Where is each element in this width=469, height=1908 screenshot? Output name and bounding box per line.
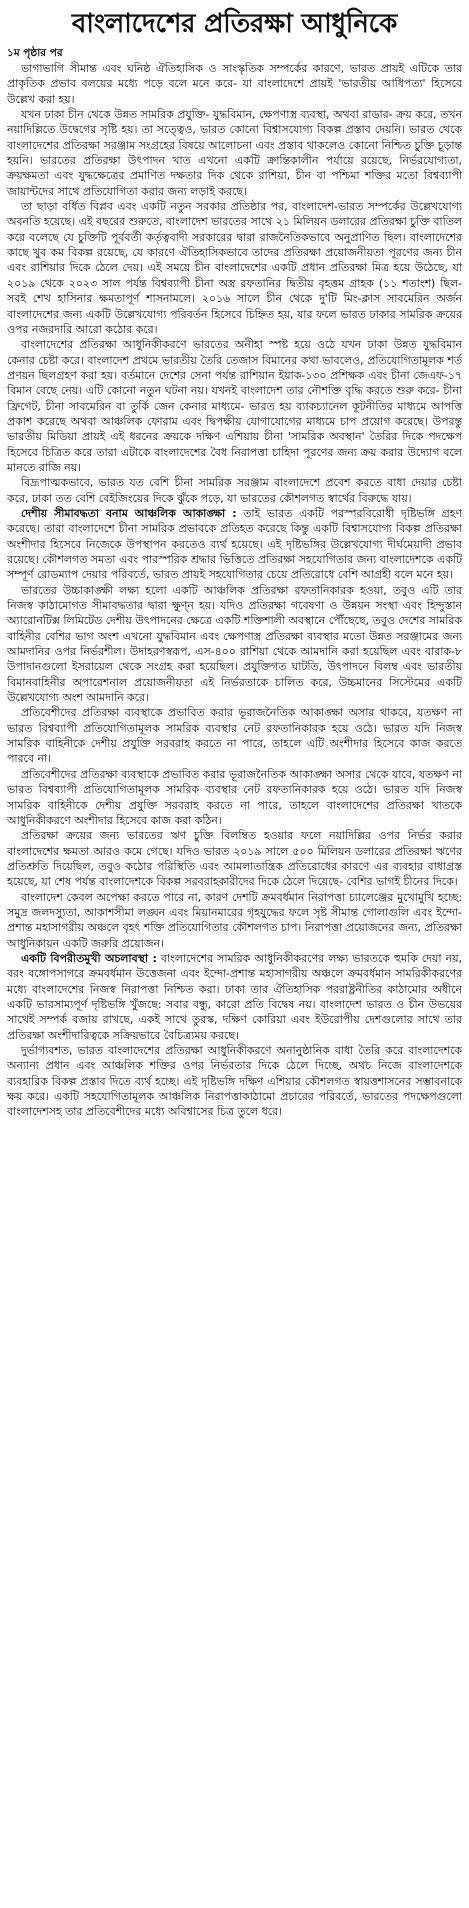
paragraph-text: ভারতের উচ্চাকাঙ্ক্ষী লক্ষ্য হলো একটি আঞ্চলিক প্রতিরক্ষা রফতানিকারক হওয়া, তবুও এটি তার নিজস্ব কাঠামোগত সীমাবদ্ধতার দ্বারা ক্ষুণ্ন হয়। যদিও প্রতিরক্ষা গবেষণা ও উন্নয়ন সংস্থা এবং হিন্দুস্তান অ্যারোনটিক্স লিমিটেড দেশীয় উৎপাদনের ক্ষেত্রে একটি শক্তিশালী অবস্থানে পৌঁছেছে, তবুও দেশের সামরিক বাহিনীর বেশির ভাগ অংশ এখনো যুদ্ধবিমান এবং ক্ষেপণাস্ত্র প্রতিরক্ষা ব্যবস্থার মতো উন্নত সরঞ্জামের জন্য আমদানির ওপর নির্ভরশীল। উদাহরণস্বরূপ, এস-৪০০ রাশিয়া থেকে আমদানি করা হয়েছিল এবং বারাক-৮ উপাদানগুলো ইসরায়েল থেকে সংগ্রহ করা হয়েছিল। প্রযুক্তিগত ঘাটতি, উৎপাদনে বিলম্ব এবং ভারতীয় বিমানবাহিনীর অপারেশনাল প্রয়োজনীয়তা এই নির্ভরতাকে চালিত করে, উচ্চমানের সিস্টেমের একটি উল্লেখযোগ্য অংশ আমদানি করে। bbox=[7, 583, 462, 705]
paragraph bbox=[7, 890, 462, 951]
paragraph bbox=[7, 951, 462, 1043]
paragraph bbox=[7, 475, 462, 506]
paragraph-text: তাই ভারত একটি পরস্পরবিরোধী দৃষ্টিভঙ্গি গ্রহণ করেছে। তারা বাংলাদেশে চীনা সামরিক প্রভাবকে প্রতিহত করেছে কিন্তু একটি বিশ্বাসযোগ্য বিকল্প প্রতিরক্ষা অংশীদার হিসেবে নিজেকে উপস্থাপন করতেও ব্যর্থ হয়েছে। এই দৃষ্টিভঙ্গির উল্লেখযোগ্য দীর্ঘমেয়াদী প্রভাব রয়েছে। কৌশলগত সমতা এবং পারস্পরিক শ্রদ্ধার ভিত্তিতে প্রতিরক্ষা সহযোগিতার জন্য বাংলাদেশকে একটি সম্পূর্ণ রোডম্যাপ দেয়ার পরিবর্তে, ভারত প্রায়ই সহযোগিতার চেয়ে প্রতিরোধে বেশি আগ্রহী বলে মনে হয়। bbox=[7, 506, 462, 582]
paragraph-text: বাংলাদেশের সামরিক আধুনিকীকরণের লক্ষ্য ভারতকে হুমকি দেয়া নয়, বরং বঙ্গোপসাগরে ক্রমবর্ধমান উত্তেজনা এবং ইন্দো-প্রশান্ত মহাসাগরীয় অঞ্চলে ক্রমবর্ধমান সামরিকীকরণের মধ্যে বাংলাদেশের নিজস্ব নিরাপত্তা নিশ্চিত করা। ঢাকা তার ঐতিহাসিক পররাষ্ট্রনীতির কাঠামোর অধীনে একটি ভারসাম্যপূর্ণ দৃষ্টিভঙ্গি খুঁজছে: সবার বন্ধু, কারো প্রতি বিদ্বেষ নয়। বাংলাদেশ ভারত ও চীন উভয়ের সাথেই সম্পর্ক বজায় রাখছে, একই সাথে তুরস্ক, দক্ষিণ কোরিয়া এবং ইউরোপীয় দেশগুলোর সাথে তার প্রতিরক্ষা অংশীদারিত্বকে সক্রিয়ভাবে বৈচিত্র্যময় করছে। bbox=[7, 951, 462, 1042]
paragraph-text: দুর্ভাগ্যবশত, ভারত বাংলাদেশের প্রতিরক্ষা আধুনিকীকরণে অনানুষ্ঠানিক বাধা তৈরি করে বাংলাদেশকে অন্যান্য প্রধান এবং আঞ্চলিক শক্তির ওপর নির্ভরতার দিকে ঠেলে দিচ্ছে, অথচ নিজে বাংলাদেশকে ব্যবহারিক বিকল্প প্রস্তাব দিতে ব্যর্থ হচ্ছে। এই দৃষ্টিভঙ্গি দক্ষিণ এশিয়ার কৌশলগত স্বায়ত্তশাসনের সম্ভাবনাকে ক্ষয় করে। একটি সহযোগিতামূলক আঞ্চলিক নিরাপত্তাকাঠামো প্রচারের পরিবর্তে, ভারতের পদক্ষেপগুলো বাংলাদেশসহ তার প্রতিবেশীদের মধ্যে অবিশ্বাসের চিত্র তুলে ধরে। bbox=[7, 1044, 462, 1119]
paragraph-text: প্রতিরক্ষা ক্রয়ের জন্য ভারতের ঋণ চুক্তি বিলম্বিত হওয়ার ফলে নয়াদিল্লির ওপর নির্ভর করার বাংলাদেশের ক্ষমতা আরও কমে গেছে। যদিও ভারত ২০১৯ সালে ৫০০ মিলিয়ন ডলারের প্রতিরক্ষা ঋণের প্রতিশ্রুতি দিয়েছিল, তবুও কঠোর পরিস্থিতি এবং আমলাতান্ত্রিক প্রতিরোধের কারণে এর ব্যবহার বাধাগ্রস্ত হয়েছে, যা শেষ পর্যন্ত বাংলাদেশকে বিকল্প সরবরাহকারীদের দিকে ঠেলে দিয়েছে- বেশির ভাগই চীনের দিকে। bbox=[7, 829, 462, 889]
headline: বাংলাদেশের প্রতিরক্ষা আধুনিকে bbox=[71, 9, 398, 39]
paragraph-text: প্রতিবেশীদের প্রতিরক্ষা ব্যবস্থাকে প্রভাবিত করার ভূরাজনৈতিক আকাঙ্ক্ষা অসার থাকবে, যতক্ষণ না ভারত বিশ্বব্যাপী প্রতিযোগিতামূলক সামরিক ব্যবস্থার নেট রফতানিকারক হয়ে ওঠে। ভারত যদি নিজস্ব সামরিক বাহিনীকে দেশীয় প্রযুক্তি সরবরাহ করতে না পারে, তাহলে এটি অংশীদার হিসেবে কাজ করতে পারবে না। bbox=[7, 706, 462, 766]
continuation-label: ১ম পৃষ্ঠার পর bbox=[7, 47, 63, 59]
subhead: একটি বিপরীতমুখী অচলাবস্থা : bbox=[21, 951, 157, 965]
paragraph bbox=[7, 767, 462, 828]
paragraph-text: বাংলাদেশের প্রতিরক্ষা আধুনিকীকরণে ভারতের অনীহা স্পষ্ট হয়ে ওঠে যখন ঢাকা উন্নত যুদ্ধবিমান কেনার চেষ্টা করে। বাংলাদেশ প্রথমে ভারতীয় তৈরি তেজাস বিমানের কথা ভাবলেও, প্রতিযোগিতামূলক শর্ত প্রণয়ন ছিলগ্রহণ করা হয়। বর্তমানে দেশের সেনা পর্যন্ত রাশিয়ান ইয়াক-১৩০ প্রশিক্ষক এবং চীনা জেএফ-১৭ বিমান বেছে নেয়। এটি কোনো নতুন ঘটনা নয়। যখনই বাংলাদেশ তার নৌশক্তি বৃদ্ধি করতে শুরু করে- চীনা ফ্রিগেট, চীনা সাবমেরিন বা তুর্কি জেন কেনার মাধ্যমে- ভারত হয় ব্যাকচ্যানেল কূটনীতির মাধ্যমে আপত্তি প্রকাশ করেছে অথবা আঞ্চলিক ফোরাম এবং দ্বিপক্ষীয় যোগাযোগের মাধ্যমে চাপ প্রয়োগ করেছে। উপরন্তু ভারতীয় মিডিয়া প্রায়ই এই ধরনের ক্রয়কে দক্ষিণ এশিয়ায় চীনা 'সামরিক অবস্থান' তৈরির দিকে পদক্ষেপ হিসেবে চিত্রিত করে তারা এটাকে বাংলাদেশের বৈধ নিরাপত্তা চাহিদা পূরণের জন্য ক্রয় করার উদ্যোগ বলে মানতে রাজি নয়। bbox=[7, 338, 462, 474]
article-body bbox=[7, 61, 462, 1120]
paragraph bbox=[7, 705, 462, 766]
paragraph-text: বিদ্রূপাত্মকভাবে, ভারত যত বেশি চীনা সামরিক সরঞ্জাম বাংলাদেশে প্রবেশ করতে বাধা দেয়ার চেষ্টা করে, ঢাকা তত বেশি বেইজিংয়ের দিকে ঝুঁকে পড়ে, যা ভারতের কৌশলগত স্বার্থের বিরুদ্ধে যায়। bbox=[7, 476, 462, 505]
paragraph bbox=[7, 828, 462, 889]
paragraph bbox=[7, 506, 462, 583]
paragraph-text: তা ছাড়া বর্ধিত বিপ্লব এবং একটি নতুন সরকার প্রতিষ্ঠার পর, বাংলাদেশ-ভারত সম্পর্কের উল্লেখযোগ্য অবনতি হয়েছে। এই বছরের শুরুতে, বাংলাদেশ ভারতের সাথে ২১ মিলিয়ন ডলারের প্রতিরক্ষা চুক্তি বাতিল করে বলেছে যে চুক্তিটি পূর্ববর্তী কর্তৃত্ববাদী সরকারের দ্বারা রাজনৈতিকভাবে অনুপ্রাণিত ছিল। বাংলাদেশের কাছে খুব কম বিকল্প রয়েছে, যে কারণে ঐতিহাসিকভাবে তাদের প্রতিরক্ষা প্রয়োজনীয়তা পূরণের জন্য চীন এবং রাশিয়ার দিকে ঠেলে দেয়। এই সময়ে চীন বাংলাদেশের একটি প্রধান প্রতিরক্ষা মিত্র হয়ে উঠেছে, যা ২০১৯ থেকে ২০২৩ সাল পর্যন্ত বিশ্বব্যাপী চীনা অস্ত্র রফতানির দ্বিতীয় বৃহত্তম গ্রাহক (১১ শতাংশ) ছিল- সবই শেখ হাসিনার ক্ষমতাপূর্ণ শাসনামলে। ২০১৬ সালে চীন থেকে দু'টি মিং-ক্লাস সাবমেরিন অর্জন বাংলাদেশের জন্য একটি উল্লেখযোগ্য পরিবর্তন হিসেবে চিহ্নিত হয়, যার ফলে ভারত ঢাকার সামরিক ক্রয়ের ওপর নজরদারি আরো কঠোর করে। bbox=[7, 200, 462, 336]
paragraph-text: প্রতিবেশীদের প্রতিরক্ষা ব্যবস্থাকে প্রভাবিত করার ভূরাজনৈতিক আকাঙ্ক্ষা অসার থেকে যাবে, যতক্ষণ না ভারত বিশ্বব্যাপী প্রতিযোগিতামূলক সামরিক ব্যবস্থার নেট রফতানিকারক হয়ে ওঠে। ভারত যদি নিজস্ব সামরিক বাহিনীকে দেশীয় প্রযুক্তি সরবরাহ করতে না পারে, তাহলে বাংলাদেশের প্রতিরক্ষা খাতকে আধুনিকীকরণে অংশীদার হিসেবে কাজ করা কঠিন। bbox=[7, 767, 462, 827]
paragraph bbox=[7, 337, 462, 475]
paragraph bbox=[7, 107, 462, 199]
paragraph-text: বাংলাদেশ কেবল অপেক্ষা করতে পারে না, কারণ দেশটি ক্রমবর্ধমান নিরাপত্তা চ্যালেঞ্জের মুখোমুখি হচ্ছে: সমুদ্র জলদস্যুতা, আকাশসীমা লঙ্ঘন এবং মিয়ানমারের গৃহযুদ্ধের ফলে সৃষ্ট সীমান্ত গোলাগুলি এবং ইন্দো-প্রশান্ত মহাসাগরীয় অঞ্চলে বৃহৎ শক্তি প্রতিযোগিতার কৌশলগত চাপ। নিরাপত্তা প্রয়োজনের জন্য, প্রতিরক্ষা আধুনিকায়ন একটি জরুরি প্রয়োজন। bbox=[7, 890, 462, 950]
paragraph-text: ভাগাভাগি সীমান্ত এবং ঘনিষ্ঠ ঐতিহাসিক ও সাংস্কৃতিক সম্পর্কের কারণে, ভারত প্রায়ই এটিকে তার প্রাকৃতিক প্রভাব বলয়ের মধ্যে পড়ে বলে মনে করে- যা বাংলাদেশে প্রায়ই 'ভারতীয় আধিপত্য' হিসেবে উল্লেখ করা হয়। bbox=[7, 62, 462, 106]
paragraph-text: যখন ঢাকা চীন থেকে উন্নত সামরিক প্রযুক্তি- যুদ্ধবিমান, ক্ষেপণাস্ত্র ব্যবস্থা, অথবা রাডার- ক্রয় করে, তখন নয়াদিল্লিতে উদ্বেগের সৃষ্টি হয়। তা সত্ত্বেও, ভারত কোনো বিশ্বাসযোগ্য বিকল্প প্রস্তাব দেয়নি। ভারত থেকে বাংলাদেশের প্রতিরক্ষা সরঞ্জাম সংগ্রহের বিষয়ে আলোচনা এবং প্রস্তাব থাকলেও কোনো নিশ্চিত চুক্তি চূড়ান্ত হয়নি। ভারতের প্রতিরক্ষা উৎপাদন খাত এখনো একটি ক্রান্তিকালীন পর্যায়ে রয়েছে, নির্ভরযোগ্যতা, ক্রয়ক্ষমতা এবং যুদ্ধক্ষেত্রের প্রমাণিত দক্ষতার দিক থেকে রাশিয়া, চীন বা পশ্চিমা শক্তির মতো বিশ্বব্যাপী জায়ান্টদের সাথে প্রতিযোগিতা করার জন্য লড়াই করছে। bbox=[7, 108, 462, 198]
paragraph bbox=[7, 583, 462, 706]
paragraph bbox=[7, 199, 462, 337]
subhead: দেশীয় সীমাবদ্ধতা বনাম আঞ্চলিক আকাঙ্ক্ষা : bbox=[21, 506, 237, 520]
paragraph bbox=[7, 1043, 462, 1120]
paragraph bbox=[7, 61, 462, 107]
